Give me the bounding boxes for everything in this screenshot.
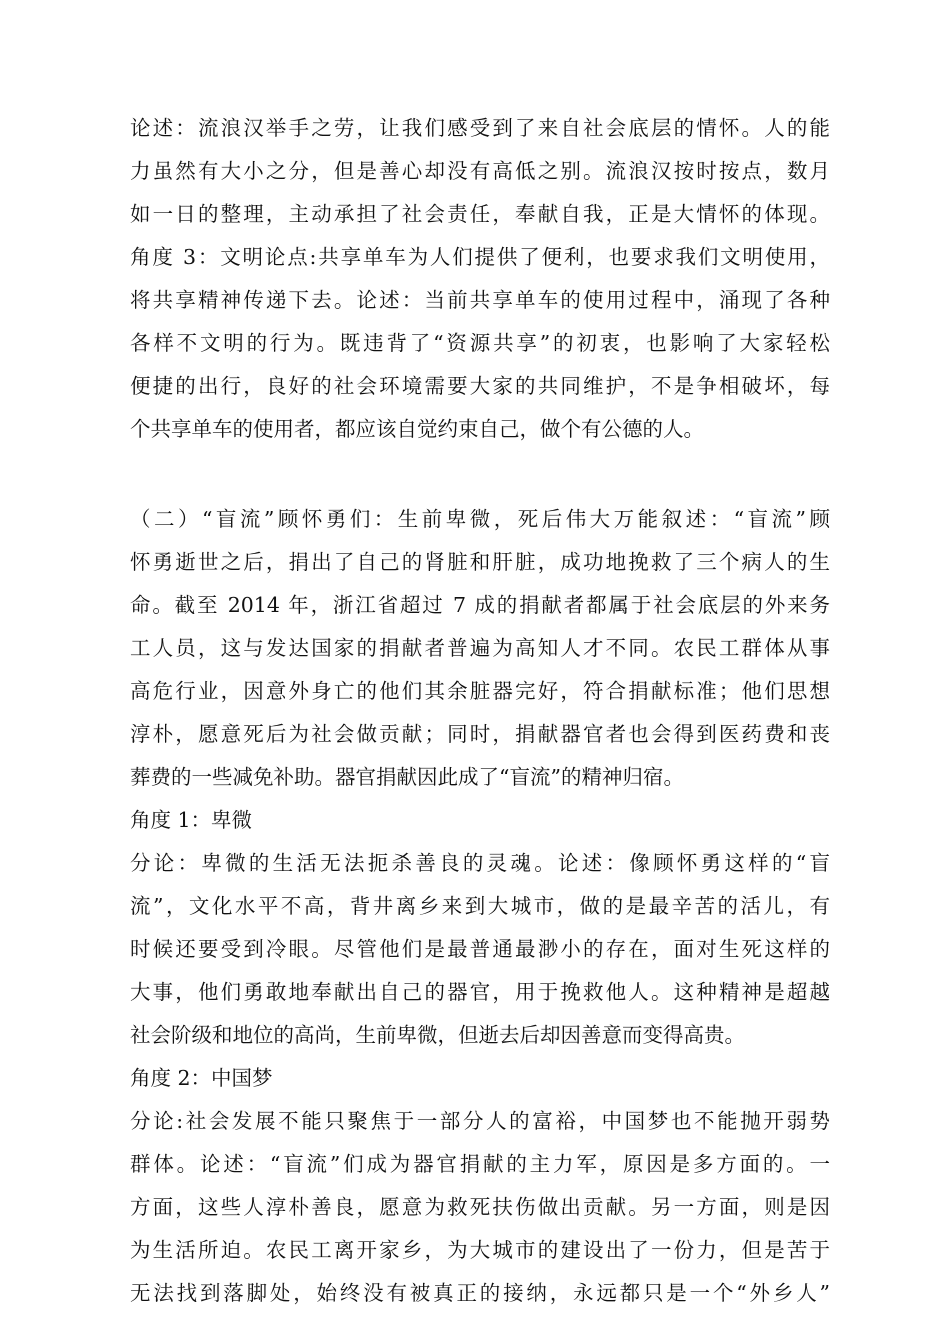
text-line: 个共享单车的使用者，都应该自觉约束自己，做个有公德的人。 bbox=[130, 417, 704, 441]
text-line: 流”，文化水平不高，背井离乡来到大城市，做的是最辛苦的活儿，有 bbox=[130, 894, 830, 918]
text-line: 时候还要受到冷眼。尽管他们是最普通最渺小的存在，面对生死这样的 bbox=[130, 937, 830, 961]
text-line: 葬费的一些减免补助。器官捐献因此成了“盲流”的精神归宿。 bbox=[130, 765, 684, 789]
text-line: 各样不文明的行为。既违背了“资源共享”的初衷，也影响了大家轻松 bbox=[130, 331, 830, 355]
text-line: 将共享精神传递下去。论述：当前共享单车的使用过程中，涌现了各种 bbox=[130, 288, 830, 312]
text-line: 角度 3：文明论点:共享单车为人们提供了便利，也要求我们文明使用， bbox=[130, 245, 830, 269]
text-line: 论述：流浪汉举手之劳，让我们感受到了来自社会底层的情怀。人的能 bbox=[130, 116, 830, 140]
text-line: 如一日的整理，主动承担了社会责任，奉献自我，正是大情怀的体现。 bbox=[130, 202, 830, 226]
section-heading-line: （二）“盲流”顾怀勇们：生前卑微，死后伟大万能叙述：“盲流”顾 bbox=[130, 507, 830, 531]
angle-heading: 角度 2：中国梦 bbox=[130, 1066, 273, 1090]
text-line: 工人员，这与发达国家的捐献者普遍为高知人才不同。农民工群体从事 bbox=[130, 636, 830, 660]
text-line: 高危行业，因意外身亡的他们其余脏器完好，符合捐献标准；他们思想 bbox=[130, 679, 830, 703]
text-line: 方面，这些人淳朴善良，愿意为救死扶伤做出贡献。另一方面，则是因 bbox=[130, 1195, 830, 1219]
text-line: 便捷的出行，良好的社会环境需要大家的共同维护，不是争相破坏，每 bbox=[130, 374, 830, 398]
text-line: 怀勇逝世之后，捐出了自己的肾脏和肝脏，成功地挽救了三个病人的生 bbox=[130, 550, 830, 574]
text-line: 淳朴，愿意死后为社会做贡献；同时，捐献器官者也会得到医药费和丧 bbox=[130, 722, 830, 746]
text-line: 力虽然有大小之分，但是善心却没有高低之别。流浪汉按时按点，数月 bbox=[130, 159, 830, 183]
text-line: 社会阶级和地位的高尚，生前卑微，但逝去后却因善意而变得高贵。 bbox=[130, 1023, 745, 1047]
text-line: 为生活所迫。农民工离开家乡，为大城市的建设出了一份力，但是苦于 bbox=[130, 1238, 830, 1262]
text-line: 分论:社会发展不能只聚焦于一部分人的富裕，中国梦也不能抛开弱势 bbox=[130, 1109, 830, 1133]
text-line: 无法找到落脚处，始终没有被真正的接纳，永远都只是一个“外乡人” bbox=[130, 1281, 830, 1305]
text-line: 群体。论述：“盲流”们成为器官捐献的主力军，原因是多方面的。一 bbox=[130, 1152, 830, 1176]
text-line: 分论：卑微的生活无法扼杀善良的灵魂。论述：像顾怀勇这样的“盲 bbox=[130, 851, 830, 875]
text-line: 大事，他们勇敢地奉献出自己的器官，用于挽救他人。这种精神是超越 bbox=[130, 980, 830, 1004]
text-line: 命。截至 2014 年，浙江省超过 7 成的捐献者都属于社会底层的外来务 bbox=[130, 593, 830, 617]
angle-heading: 角度 1：卑微 bbox=[130, 808, 253, 832]
